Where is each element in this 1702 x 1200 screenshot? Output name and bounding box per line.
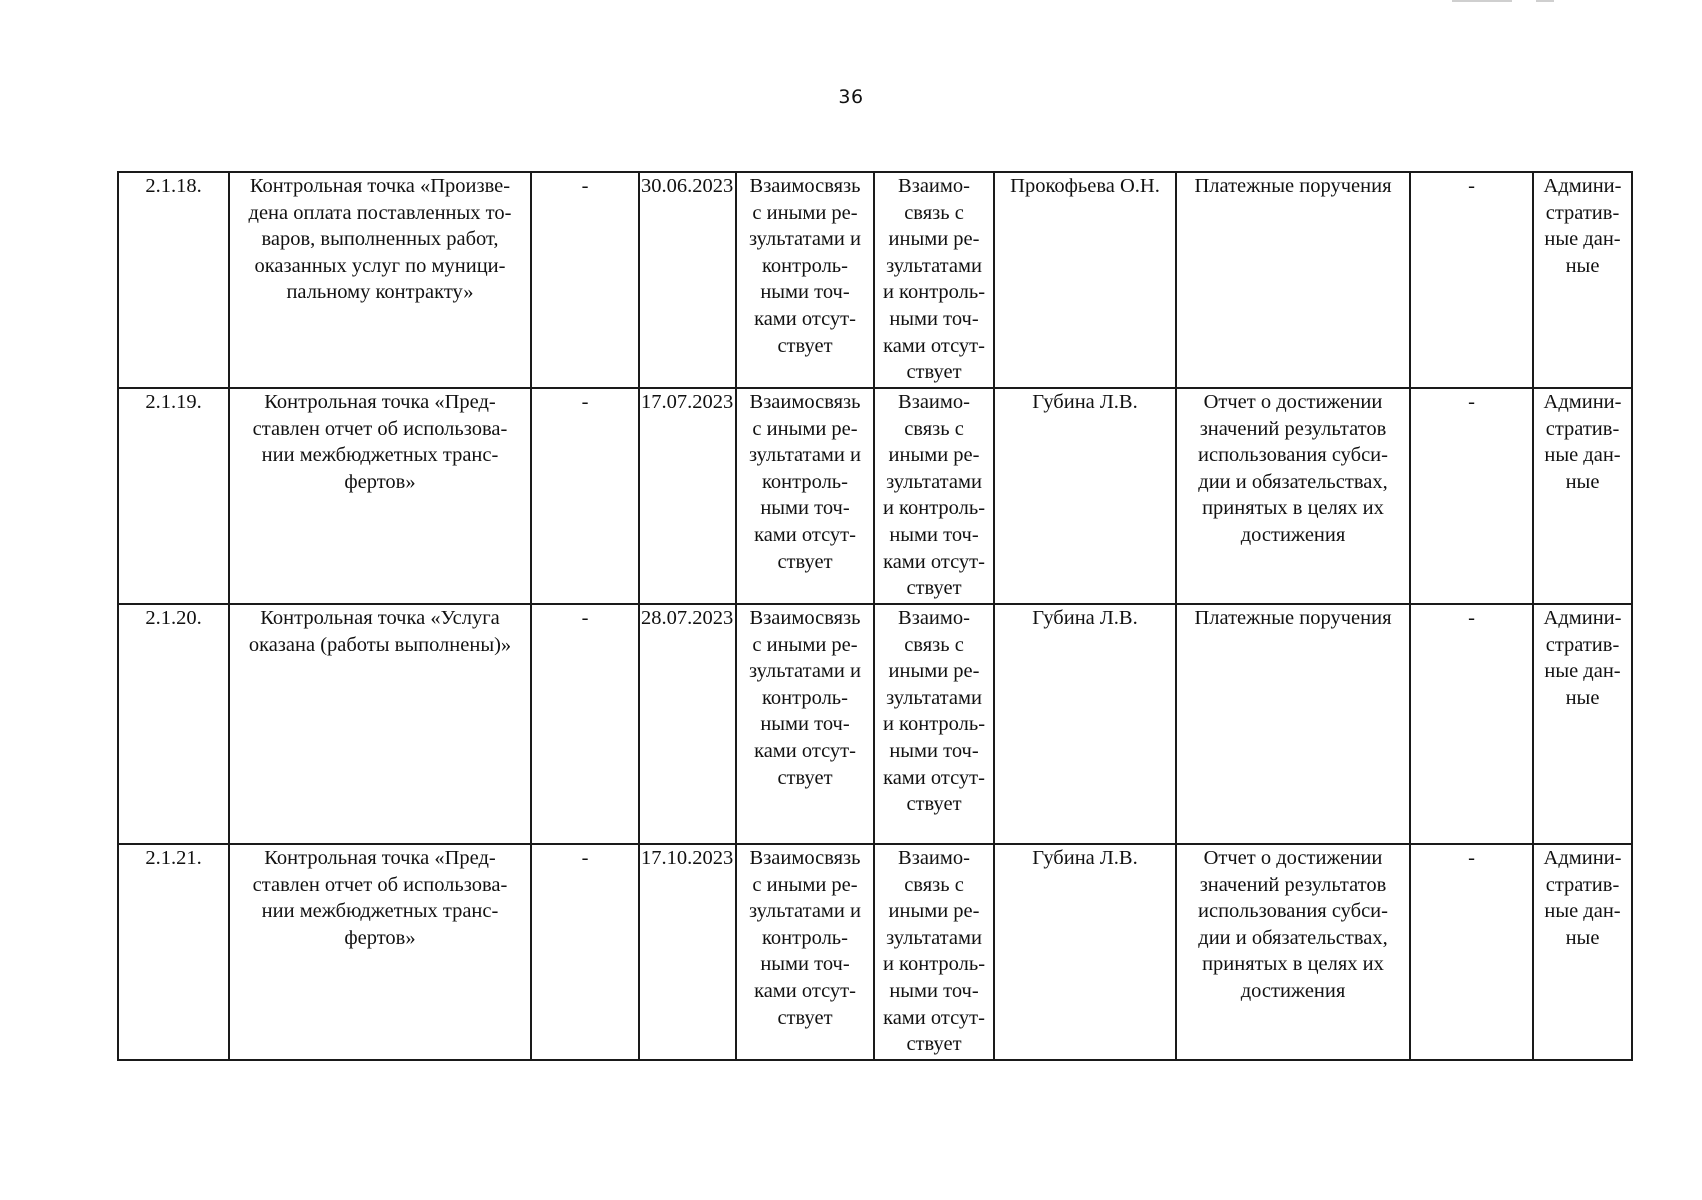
cell-line: Взаимо- [898,607,970,629]
cell-line: ствует [777,766,833,789]
cell-line: зультатами [886,686,982,709]
cell-line: ками отсут- [754,523,856,546]
cell-line: Взаимо- [898,175,970,197]
cell-line: Взаимосвязь [749,391,861,413]
table-row [118,844,1632,1060]
cell-line: Взаимо- [898,391,970,413]
cell-line: ствует [906,577,962,600]
cell-line: стратив- [1545,201,1620,224]
cell-line: фертов» [344,926,416,949]
cell-line: ками отсут- [883,766,985,789]
cell-line: Взаимосвязь [749,175,861,197]
cell-line: Контрольная точка «Пред- [264,391,496,413]
cell-line: зультатами [886,926,982,949]
cell-line: Отчет о достижении [1203,847,1383,869]
dash-cell: - [1410,388,1533,604]
cell-line: Контрольная точка «Произве- [249,175,511,197]
relation-checkpoints [874,388,994,604]
row-number: 2.1.20. [118,604,229,844]
table-row [118,172,1632,388]
cell-line: ные [1565,254,1600,277]
relation-checkpoints [874,172,994,388]
cell-line: пальному контракту» [286,281,474,304]
cell-line: дии и обязательствах, [1198,926,1388,949]
cell-line: связь с [904,201,964,224]
scan-artifact [1536,0,1554,2]
cell-line: ками отсут- [754,979,856,1002]
table-row [118,604,1632,844]
dash-cell: - [1410,604,1533,844]
cell-line: значений результатов [1199,873,1387,896]
deadline-date: 17.07.2023 [639,388,736,604]
cell-line: ные [1565,686,1600,709]
information-source [1533,172,1632,388]
cell-line: ные дан- [1544,900,1621,923]
cell-line: Взаимосвязь [749,607,861,629]
cell-line: и контроль- [882,713,986,736]
row-number: 2.1.18. [118,172,229,388]
cell-line: ствует [777,550,833,573]
cell-line: ставлен отчет об использова- [252,417,508,440]
cell-line: и контроль- [882,953,986,976]
dash-cell: - [531,388,639,604]
cell-line: контроль- [762,470,848,493]
cell-line: Админи- [1543,607,1622,629]
cell-line: зультатами [886,254,982,277]
information-source [1533,388,1632,604]
row-number: 2.1.21. [118,844,229,1060]
relation-results [736,844,874,1060]
confirming-document [1176,172,1410,388]
cell-line: связь с [904,417,964,440]
cell-line: Взаимо- [898,847,970,869]
relation-results [736,604,874,844]
event-name [229,604,531,844]
cell-line: стратив- [1545,633,1620,656]
dash-cell: - [531,844,639,1060]
cell-line: и контроль- [882,281,986,304]
cell-line: ствует [777,1006,833,1029]
cell-line: ставлен отчет об использова- [252,873,508,896]
responsible-person: Губина Л.В. [994,844,1176,1060]
cell-line: ные [1565,470,1600,493]
cell-line: контроль- [762,926,848,949]
dash-cell: - [1410,172,1533,388]
cell-line: нии межбюджетных транс- [261,900,499,923]
confirming-document [1176,604,1410,844]
cell-line: Отчет о достижении [1203,391,1383,413]
cell-line: значений результатов [1199,417,1387,440]
cell-line: контроль- [762,686,848,709]
cell-line: Платежные поручения [1194,175,1392,197]
dash-cell: - [531,172,639,388]
cell-line: достижения [1240,523,1346,546]
relation-checkpoints [874,604,994,844]
cell-line: Админи- [1543,847,1622,869]
cell-line: ными точ- [760,713,850,736]
relation-checkpoints [874,844,994,1060]
cell-line: ствует [906,361,962,384]
information-source [1533,844,1632,1060]
relation-results [736,172,874,388]
cell-line: использования субси- [1198,900,1388,923]
cell-line: принятых в целях их [1202,497,1384,520]
cell-line: ными точ- [889,739,979,762]
cell-line: иными ре- [888,900,980,923]
cell-line: нии межбюджетных транс- [261,444,499,467]
dash-cell: - [1410,844,1533,1060]
cell-line: ные дан- [1544,444,1621,467]
event-name [229,172,531,388]
cell-line: связь с [904,633,964,656]
cell-line: с иными ре- [752,417,858,440]
cell-line: зультатами и [749,900,861,923]
cell-line: использования субси- [1198,444,1388,467]
confirming-document [1176,844,1410,1060]
cell-line: ными точ- [889,523,979,546]
cell-line: Админи- [1543,175,1622,197]
cell-line: ными точ- [760,497,850,520]
cell-line: зультатами и [749,228,861,251]
cell-line: ками отсут- [754,307,856,330]
deadline-date: 30.06.2023 [639,172,736,388]
cell-line: ные дан- [1544,228,1621,251]
cell-line: Контрольная точка «Пред- [264,847,496,869]
cell-line: зультатами [886,470,982,493]
cell-line: дена оплата поставленных то- [248,201,512,224]
cell-line: зультатами и [749,660,861,683]
cell-line: ками отсут- [883,334,985,357]
responsible-person: Губина Л.В. [994,604,1176,844]
cell-line: зультатами и [749,444,861,467]
cell-line: оказана (работы выполнены)» [248,633,512,656]
cell-line: и контроль- [882,497,986,520]
cell-line: ные [1565,926,1600,949]
cell-line: Взаимосвязь [749,847,861,869]
cell-line: с иными ре- [752,873,858,896]
cell-line: иными ре- [888,228,980,251]
cell-line: стратив- [1545,417,1620,440]
deadline-date: 17.10.2023 [639,844,736,1060]
dash-cell: - [531,604,639,844]
table-row [118,388,1632,604]
cell-line: ствует [777,334,833,357]
cell-line: Админи- [1543,391,1622,413]
responsible-person: Губина Л.В. [994,388,1176,604]
deadline-date: 28.07.2023 [639,604,736,844]
cell-line: принятых в целях их [1202,953,1384,976]
cell-line: Контрольная точка «Услуга [260,607,500,629]
cell-line: ными точ- [889,307,979,330]
cell-line: стратив- [1545,873,1620,896]
cell-line: ствует [906,793,962,816]
cell-line: контроль- [762,254,848,277]
cell-line: с иными ре- [752,633,858,656]
cell-line: связь с [904,873,964,896]
event-name [229,844,531,1060]
event-name [229,388,531,604]
cell-line: Платежные поручения [1194,607,1392,629]
table-body [118,172,1632,1060]
cell-line: варов, выполненных работ, [261,228,499,251]
cell-line: иными ре- [888,660,980,683]
cell-line: ными точ- [760,953,850,976]
cell-line: иными ре- [888,444,980,467]
row-number: 2.1.19. [118,388,229,604]
page-number: 36 [838,86,864,108]
cell-line: фертов» [344,470,416,493]
responsible-person: Прокофьева О.Н. [994,172,1176,388]
cell-line: дии и обязательствах, [1198,470,1388,493]
relation-results [736,388,874,604]
cell-line: ными точ- [889,979,979,1002]
cell-line: ными точ- [760,281,850,304]
cell-line: с иными ре- [752,201,858,224]
cell-line: оказанных услуг по муници- [254,254,506,277]
cell-line: ствует [906,1033,962,1056]
scan-artifact [1452,0,1512,2]
cell-line: ками отсут- [754,739,856,762]
cell-line: достижения [1240,979,1346,1002]
cell-line: ками отсут- [883,550,985,573]
control-points-table [117,171,1633,1061]
cell-line: ками отсут- [883,1006,985,1029]
information-source [1533,604,1632,844]
confirming-document [1176,388,1410,604]
cell-line: ные дан- [1544,660,1621,683]
